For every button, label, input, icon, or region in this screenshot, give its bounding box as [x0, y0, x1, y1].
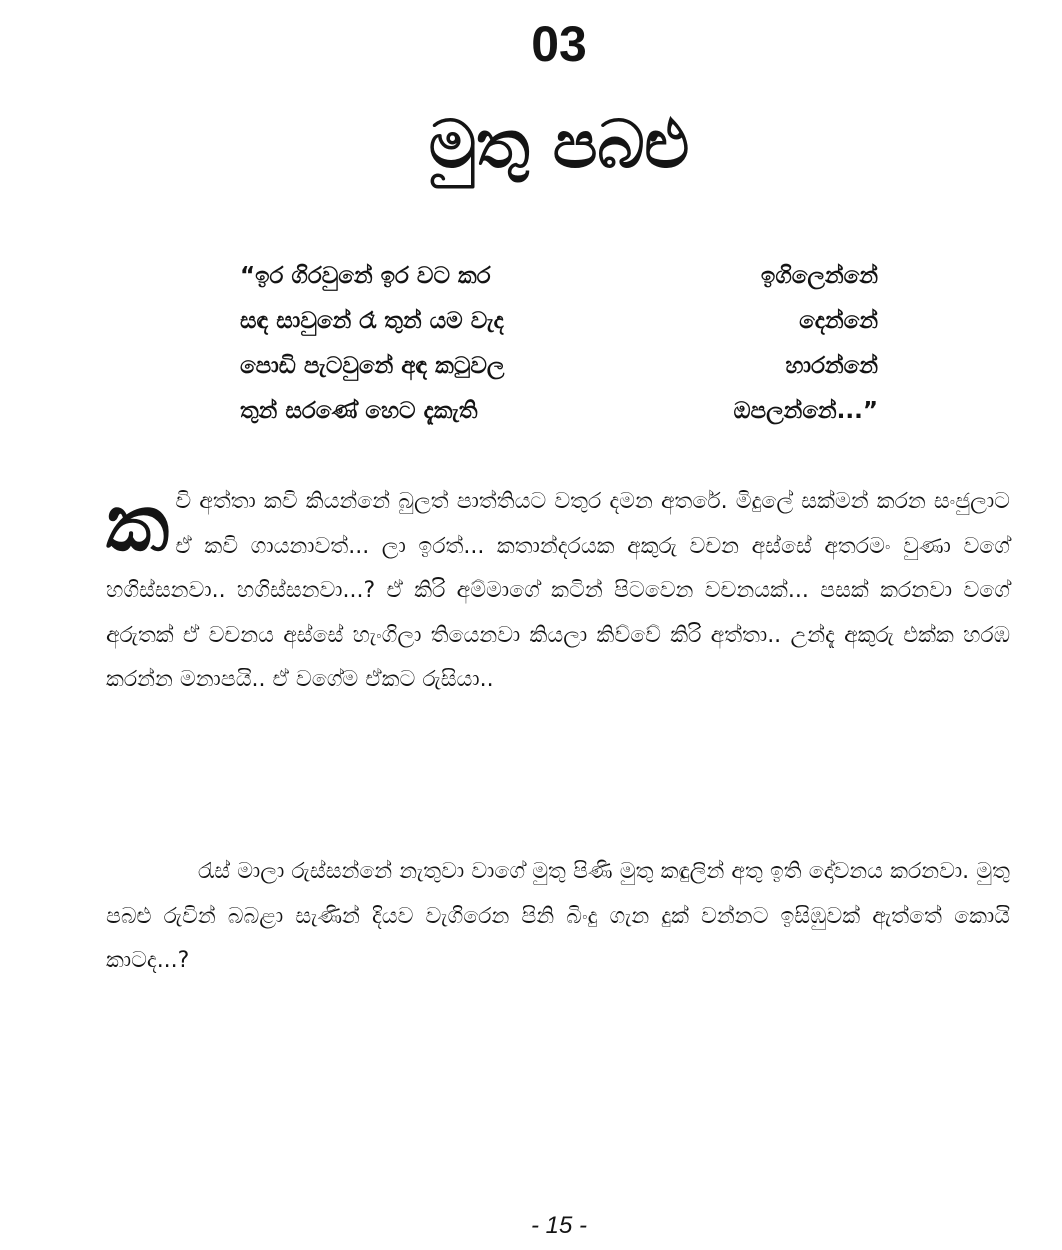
poem-line-end: හාරන්නේ — [785, 353, 878, 379]
paragraph-text: වි අත්තා කවි කියන්නේ බුලත් පාත්තියට වතුර දමන අතරේ. මිදුලේ සක්මන් කරන සංජුලාට ඒ කවි ගායනාවත්... ලා ඉරත්... කතාන්දරයක අකුරු වචන අස්සේ අතරමං වුණා වගේ හගිස්සනවා.. හගිස්සනවා...? ඒ කිරි අම්මාගේ කටින් පිටවෙන වචනයක්... පසක් කරනවා වගේ අරුතක් ඒ වචනය අස්සේ හැංගිලා තියෙනවා කියලා කිව්වේ කිරි අත්තා.. උන්දැ අකුරු එක්ක හරඹ කරන්න මනාපයි.. ඒ වගේම ඒකට රුසියා.. — [106, 489, 1010, 693]
poem-line-text: පොඩි පැටවුනේ අඳ කටුවල — [240, 353, 505, 379]
poem-line-end: ඉගිලෙන්නේ — [760, 263, 878, 289]
page-number: - 15 - — [530, 1212, 587, 1239]
poem-line-text: තුන් සරණේ හෙට දැකැති — [240, 398, 478, 424]
poem-line-end: ඔපලන්නේ...” — [733, 398, 878, 424]
poem-line — [240, 254, 900, 299]
chapter-title: මුතු පබළු — [428, 106, 690, 183]
poem-line-text: “ඉර ගිරවුනේ ඉර වට කර — [240, 263, 491, 289]
chapter-number: 03 — [531, 16, 587, 72]
paragraph-text: රැස් මාලා රුස්සන්නේ නැතුවා වාගේ මුතු පිණි මුතු කඳුලින් අතු ඉති දෝවනය කරනවා. මුතු පබළු රුවින් බබළා සැණින් දියව වැගිරෙන පිනි බිංදු ගැන දුක් වන්නට ඉසිඹුවක් ඇත්තේ කොයි කාටද...? — [106, 859, 1010, 974]
body-paragraph-1 — [106, 480, 1010, 703]
poem-line — [240, 389, 900, 434]
poem-line — [240, 299, 900, 344]
body-paragraph-2 — [106, 850, 1010, 984]
poem-verse — [240, 254, 900, 434]
poem-line — [240, 344, 900, 389]
poem-line-end: දෙන්නේ — [799, 308, 878, 334]
drop-cap-letter: ක — [106, 479, 170, 569]
poem-line-text: සඳ සාවුනේ රෑ තුන් යම වැද — [240, 308, 504, 334]
